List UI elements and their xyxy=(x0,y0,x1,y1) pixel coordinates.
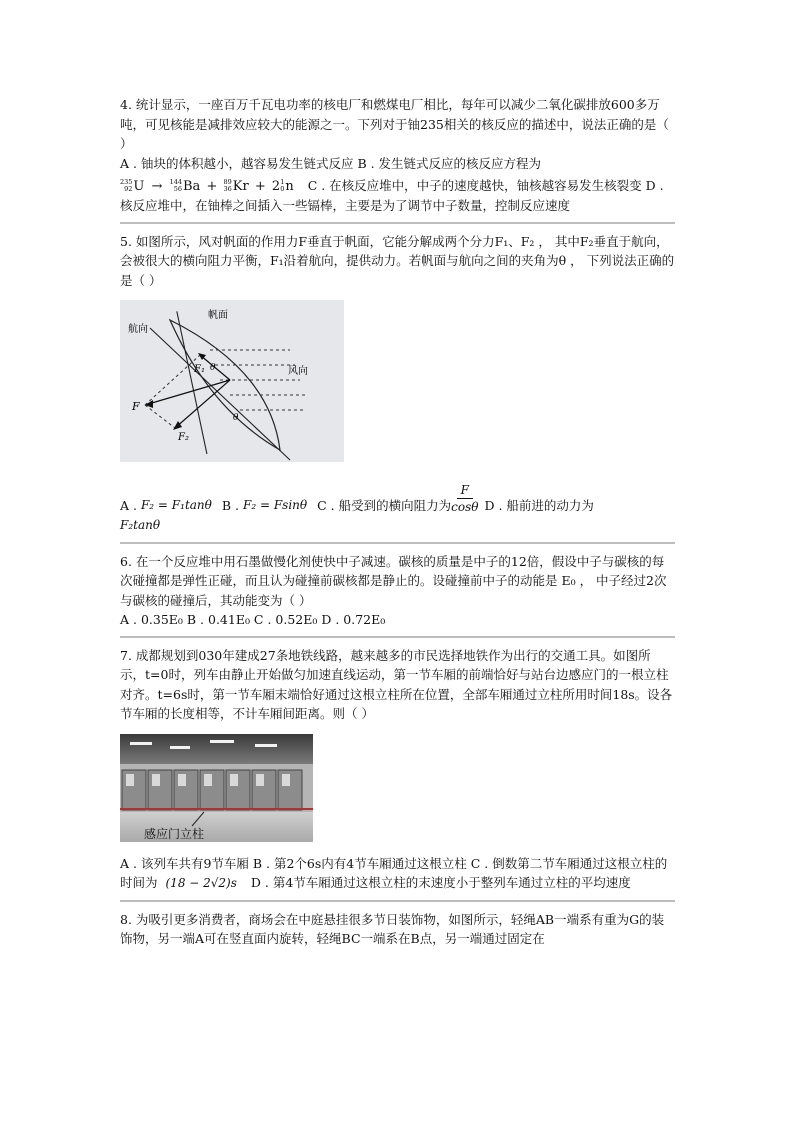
label-theta-1: θ xyxy=(210,363,216,374)
q7-options-abc: A . 该列车共有9节车厢 B . 第2个6s内有4节车厢通过这根立柱 C . 倒数第二节车厢通过这根立柱的时间为 xyxy=(120,855,668,891)
q5-option-c-label: C . 船受到的横向阻力为 xyxy=(317,497,452,513)
label-F: F xyxy=(132,400,140,414)
label-theta-2: θ xyxy=(233,413,239,424)
q5-option-b-label: B . xyxy=(221,497,240,513)
q5-option-d-label: D . 船前进的动力为 xyxy=(484,497,594,513)
q8-stem: 8. 为吸引更多消费者，商场会在中庭悬挂很多节日装饰物，如图所示，轻绳AB一端系有重为G的装饰物，另一端A可在竖直面内旋转，轻绳BC一端系在B点，另一端通过固定在 xyxy=(120,911,665,947)
label-sensor-door-pillar: 感应门立柱 xyxy=(144,826,205,841)
q5-option-a-label: A . xyxy=(120,497,137,513)
q7-option-d: D . 第4节车厢通过这根立柱的末速度小于整列车通过立柱的平均速度 xyxy=(250,875,631,891)
q4-option-c: C . 在核反应堆中，中子的速度越快，铀核越容易发生核裂变 xyxy=(307,178,642,193)
question-6 xyxy=(120,552,675,630)
sail-diagram-svg xyxy=(120,300,344,462)
q5-options xyxy=(120,482,675,515)
q4-option-d: D . 核反应堆中，在铀棒之间插入一些镉棒，主要是为了调节中子数量，控制反应速度 xyxy=(120,178,664,214)
sail-force-diagram xyxy=(120,300,344,462)
label-fanmian: 帆面 xyxy=(208,310,228,322)
q5-option-a-formula: F₂ = F₁tanθ xyxy=(140,497,212,512)
q5-option-d-formula: F₂tanθ xyxy=(120,518,161,533)
subway-platform-photo xyxy=(120,734,313,842)
q6-options: A . 0.35E₀ B . 0.41E₀ C . 0.52E₀ D . 0.72E₀ xyxy=(120,612,386,628)
q5-stem: 5. 如图所示，风对帆面的作用力F垂直于帆面，它能分解成两个分力F₁、F₂ ， 其中F₂垂直于航向，会被很大的横向阻力平衡，F₁沿着航向，提供动力。若帆面与航向之间的夹角为θ ， 下列说法正确的是（ ） xyxy=(120,233,675,288)
q4-nuclear-equation: 235 92 U → 144 56 Ba + 89 36 Kr + 2 1 0 n xyxy=(120,178,294,194)
label-F2: F₂ xyxy=(178,432,189,444)
question-7 xyxy=(120,646,675,894)
question-4 xyxy=(120,95,675,216)
question-5 xyxy=(120,232,675,536)
q5-option-b-formula: F₂ = Fsinθ xyxy=(243,497,308,512)
question-8 xyxy=(120,910,675,949)
divider xyxy=(120,542,675,544)
subway-photo-svg xyxy=(120,734,313,842)
q4-stem: 4. 统计显示，一座百万千瓦电功率的核电厂和燃煤电厂相比，每年可以减少二氧化碳排放600多万吨，可见核能是减排效应较大的能源之一。下列对于铀235相关的核反应的描述中，说法正确的是（ ） xyxy=(120,97,669,151)
q4-option-b: B . 发生链式反应的核反应方程为 xyxy=(357,155,542,171)
divider xyxy=(120,222,675,224)
label-F1: F₁ xyxy=(194,364,205,376)
label-hangxiang: 航向 xyxy=(128,324,148,336)
divider xyxy=(120,636,675,638)
q5-option-c-fraction: $\frac{F}{\cos\theta}$ xyxy=(451,483,479,515)
divider xyxy=(120,900,675,902)
exam-page xyxy=(120,95,675,949)
q7-stem: 7. 成都规划到030年建成27条地铁线路，越来越多的市民选择地铁作为出行的交通工具。如图所示，t=0时，列车由静止开始做匀加速直线运动，第一节车厢的前端恰好与站台边感应门的一根立柱对齐。t=6s时，第一节车厢末端恰好通过这根立柱所在位置，全部车厢通过立柱所用时间18s。设各节车厢的长度相等，不计车厢间距离。则（ ） xyxy=(120,647,673,722)
label-fengxiang: 风向 xyxy=(288,366,308,378)
q4-option-a: A . 铀块的体积越小，越容易发生链式反应 xyxy=(120,155,354,171)
q7-option-c-formula: (18 − 2√2)s xyxy=(165,876,237,891)
q6-stem: 6. 在一个反应堆中用石墨做慢化剂使快中子减速。碳核的质量是中子的12倍，假设中子与碳核的每次碰撞都是弹性正碰，而且认为碰撞前碳核都是静止的。设碰撞前中子的动能是 E₀ ， 中子经过2次与碳核的碰撞后，其动能变为（ ） xyxy=(120,553,667,608)
